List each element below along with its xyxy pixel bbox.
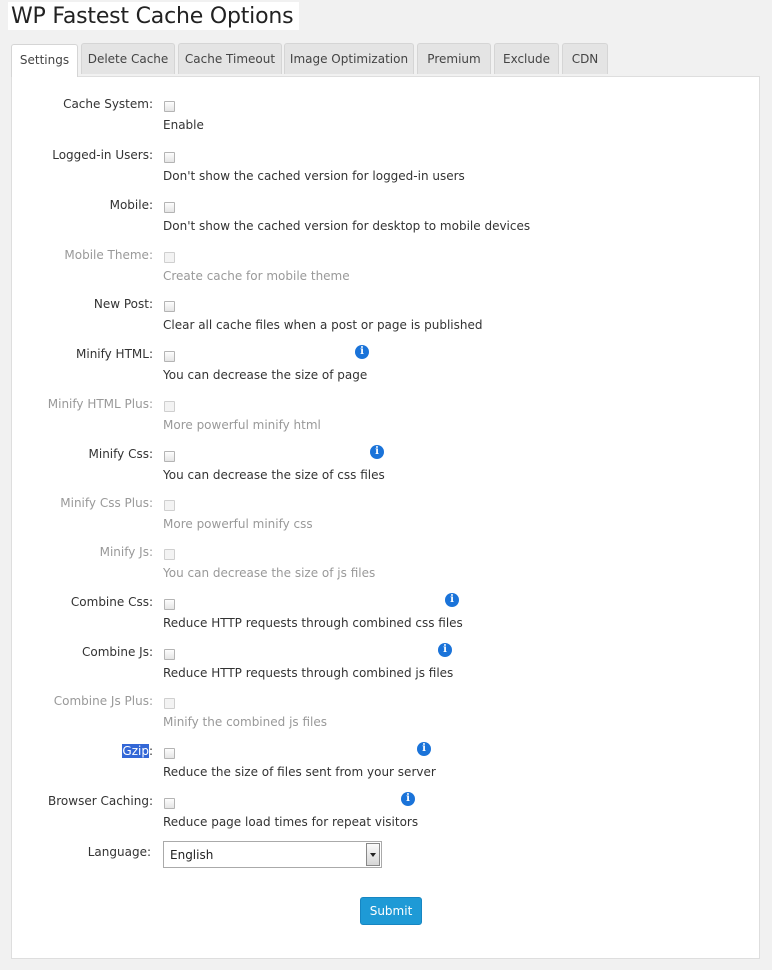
mobile-checkbox[interactable]: [164, 202, 175, 213]
option-description: Don't show the cached version for logged-in users: [163, 169, 465, 183]
option-minify-html-plus: [12, 396, 761, 436]
submit-button[interactable]: Submit: [360, 897, 422, 925]
option-logged-in-users: [12, 147, 761, 187]
option-description: Enable: [163, 118, 204, 132]
option-minify-css-plus: [12, 495, 761, 535]
option-browser-caching: [12, 793, 761, 833]
option-description: More powerful minify css: [163, 517, 313, 531]
chevron-down-icon[interactable]: [366, 843, 380, 866]
settings-panel: [11, 76, 760, 959]
option-minify-js: [12, 544, 761, 584]
option-description: Reduce page load times for repeat visitors: [163, 815, 419, 829]
option-label: Browser Caching:: [48, 794, 153, 808]
option-description: Reduce HTTP requests through combined css files: [163, 616, 463, 630]
info-icon[interactable]: i: [438, 643, 452, 657]
option-minify-html: [12, 346, 761, 386]
option-new-post: [12, 296, 761, 336]
minify-js-checkbox[interactable]: [164, 549, 175, 560]
info-icon[interactable]: i: [445, 593, 459, 607]
option-label: Mobile Theme:: [64, 248, 153, 262]
option-description: Don't show the cached version for desktop to mobile devices: [163, 219, 531, 233]
new-post-checkbox[interactable]: [164, 301, 175, 312]
logged-in-users-checkbox[interactable]: [164, 152, 175, 163]
selected-text: Gzip: [122, 744, 149, 758]
option-label: Combine Js:: [82, 645, 153, 659]
tab-cdn[interactable]: CDN: [562, 43, 608, 74]
option-label: [122, 743, 153, 759]
option-combine-js-plus: [12, 693, 761, 733]
option-combine-css: [12, 594, 761, 634]
combine-js-checkbox[interactable]: [164, 649, 175, 660]
option-description: Reduce the size of files sent from your server: [163, 765, 436, 779]
option-label: New Post:: [93, 297, 153, 311]
tab-exclude[interactable]: Exclude: [494, 43, 559, 74]
option-gzip: [12, 743, 761, 783]
label-colon: :: [148, 744, 153, 758]
cache-system-checkbox[interactable]: [164, 101, 175, 112]
option-label: Cache System:: [63, 97, 153, 111]
combine-css-checkbox[interactable]: [164, 599, 175, 610]
info-icon[interactable]: i: [417, 742, 431, 756]
language-selected-value: English: [170, 848, 214, 862]
option-description: More powerful minify html: [163, 418, 321, 432]
language-select[interactable]: [163, 841, 382, 868]
option-label: Combine Css:: [70, 595, 153, 609]
option-description: Create cache for mobile theme: [163, 269, 350, 283]
option-label: Minify Css:: [88, 447, 153, 461]
option-description: You can decrease the size of css files: [163, 468, 385, 482]
tab-image-optimization[interactable]: Image Optimization: [284, 43, 414, 74]
page-title: WP Fastest Cache Options: [8, 2, 299, 30]
option-combine-js: [12, 644, 761, 684]
browser-caching-checkbox[interactable]: [164, 798, 175, 809]
option-label: Minify HTML:: [76, 347, 153, 361]
option-cache-system: [12, 96, 761, 136]
language-label: Language:: [87, 845, 151, 859]
combine-js-plus-checkbox[interactable]: [164, 698, 175, 709]
option-description: You can decrease the size of js files: [163, 566, 376, 580]
tab-premium[interactable]: Premium: [417, 43, 491, 74]
minify-html-plus-checkbox[interactable]: [164, 401, 175, 412]
info-icon[interactable]: i: [370, 445, 384, 459]
mobile-theme-checkbox[interactable]: [164, 252, 175, 263]
option-label: Logged-in Users:: [52, 148, 153, 162]
option-mobile-theme: [12, 247, 761, 287]
option-description: You can decrease the size of page: [163, 368, 368, 382]
info-icon[interactable]: i: [355, 345, 369, 359]
tab-settings[interactable]: Settings: [11, 44, 78, 77]
minify-css-checkbox[interactable]: [164, 451, 175, 462]
gzip-checkbox[interactable]: [164, 748, 175, 759]
minify-css-plus-checkbox[interactable]: [164, 500, 175, 511]
option-label: Minify Js:: [99, 545, 153, 559]
option-label: Mobile:: [109, 198, 153, 212]
option-description: Reduce HTTP requests through combined js files: [163, 666, 454, 680]
option-description: Minify the combined js files: [163, 715, 327, 729]
minify-html-checkbox[interactable]: [164, 351, 175, 362]
option-label: Minify Css Plus:: [60, 496, 153, 510]
option-description: Clear all cache files when a post or page is published: [163, 318, 483, 332]
option-label: Minify HTML Plus:: [47, 397, 153, 411]
tab-cache-timeout[interactable]: Cache Timeout: [178, 43, 282, 74]
option-label: Combine Js Plus:: [53, 694, 153, 708]
option-minify-css: [12, 446, 761, 486]
option-mobile: [12, 197, 761, 237]
info-icon[interactable]: i: [401, 792, 415, 806]
tab-delete-cache[interactable]: Delete Cache: [81, 43, 175, 74]
